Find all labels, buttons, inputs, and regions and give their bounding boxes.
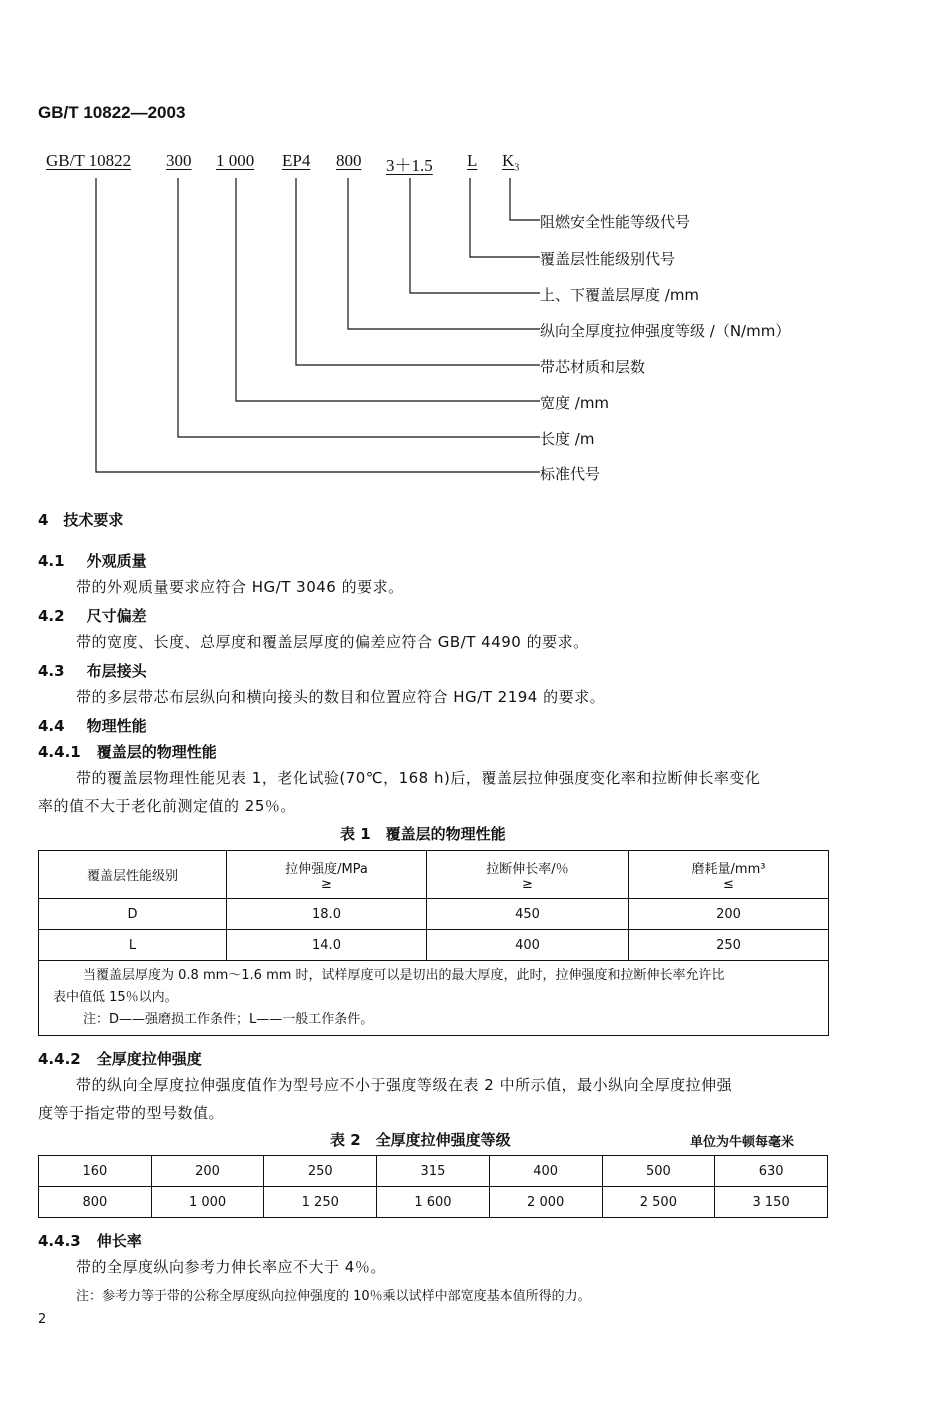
code-cover-grade: L bbox=[467, 151, 478, 170]
table2-caption: 表 2 全厚度拉伸强度等级 bbox=[330, 1131, 511, 1149]
desc-length: 长度 /m bbox=[540, 430, 595, 448]
section-4-1-text: 带的外观质量要求应符合 HG/T 3046 的要求。 bbox=[76, 578, 404, 596]
section-4-4-heading: 4.4 物理性能 bbox=[38, 717, 147, 735]
section-4-2-heading: 4.2 尺寸偏差 bbox=[38, 607, 147, 625]
table1-cell: 250 bbox=[629, 930, 829, 961]
desc-strength: 纵向全厚度拉伸强度等级 /（N/mm） bbox=[540, 322, 791, 340]
table1-note-line1: 当覆盖层厚度为 0.8 mm～1.6 mm 时，试样厚度可以是切出的最大厚度，此时，拉伸强度和拉断伸长率允许比 bbox=[83, 968, 725, 983]
code-flame-class: $K_3$ bbox=[502, 151, 520, 174]
table2-cell: 200 bbox=[151, 1156, 264, 1187]
code-strength: 800 bbox=[336, 151, 362, 170]
table1-note-line3: 注：D——强磨损工作条件；L——一般工作条件。 bbox=[83, 1012, 374, 1027]
section-4-4-1-text-line1: 带的覆盖层物理性能见表 1，老化试验(70℃，168 h)后，覆盖层拉伸强度变化率和拉断伸长率变化 bbox=[76, 769, 761, 787]
section-4-1-heading: 4.1 外观质量 bbox=[38, 552, 147, 570]
table1-cell: L bbox=[39, 930, 227, 961]
section-4-4-2-heading: 4.4.2 全厚度拉伸强度 bbox=[38, 1050, 202, 1068]
section-4-4-1-text-line2: 率的值不大于老化前测定值的 25％。 bbox=[38, 797, 296, 815]
table2-cell: 2 500 bbox=[602, 1187, 715, 1218]
table2-cell: 400 bbox=[489, 1156, 602, 1187]
section-4-4-3-heading: 4.4.3 伸长率 bbox=[38, 1232, 142, 1250]
table1-note bbox=[39, 961, 829, 1036]
code-cover-thickness: 3＋1.5 bbox=[386, 156, 433, 175]
table-row bbox=[39, 1156, 828, 1187]
table1-caption: 表 1 覆盖层的物理性能 bbox=[340, 825, 506, 843]
code-length: 300 bbox=[166, 151, 192, 170]
table1-cell: 450 bbox=[427, 899, 629, 930]
table1 bbox=[38, 850, 829, 1036]
table1-cell: 400 bbox=[427, 930, 629, 961]
section-4-4-3-note: 注：参考力等于带的公称全厚度纵向拉伸强度的 10％乘以试样中部宽度基本值所得的力。 bbox=[76, 1289, 591, 1304]
table2-cell: 160 bbox=[39, 1156, 152, 1187]
section-4-4-2-text-line1: 带的纵向全厚度拉伸强度值作为型号应不小于强度等级在表 2 中所示值，最小纵向全厚度拉伸强 bbox=[76, 1076, 733, 1094]
table1-header-abrasion: 磨耗量/mm³ ≤ bbox=[629, 851, 829, 899]
code-standard: GB/T 10822 bbox=[46, 151, 132, 170]
designation-connector-lines bbox=[0, 0, 950, 500]
table-row bbox=[39, 930, 829, 961]
table2-cell: 1 250 bbox=[264, 1187, 377, 1218]
table2-unit: 单位为牛顿每毫米 bbox=[690, 1135, 795, 1150]
desc-cover-grade: 覆盖层性能级别代号 bbox=[540, 250, 676, 268]
table2-cell: 800 bbox=[39, 1187, 152, 1218]
table2-cell: 2 000 bbox=[489, 1187, 602, 1218]
section-4-heading: 4 技术要求 bbox=[38, 511, 124, 529]
table-row bbox=[39, 899, 829, 930]
desc-width: 宽度 /mm bbox=[540, 394, 610, 412]
section-4-4-3-text: 带的全厚度纵向参考力伸长率应不大于 4％。 bbox=[76, 1258, 386, 1276]
table1-cell: D bbox=[39, 899, 227, 930]
table1-header-elongation: 拉断伸长率/％ ≥ bbox=[427, 851, 629, 899]
table1-cell: 200 bbox=[629, 899, 829, 930]
section-4-4-1-heading: 4.4.1 覆盖层的物理性能 bbox=[38, 743, 217, 761]
desc-standard: 标准代号 bbox=[540, 465, 601, 483]
table2-cell: 500 bbox=[602, 1156, 715, 1187]
table1-cell: 18.0 bbox=[227, 899, 427, 930]
table1-header-tensile: 拉伸强度/MPa ≥ bbox=[227, 851, 427, 899]
standard-number: GB/T 10822—2003 bbox=[38, 103, 186, 122]
section-4-3-text: 带的多层带芯布层纵向和横向接头的数目和位置应符合 HG/T 2194 的要求。 bbox=[76, 688, 606, 706]
table1-header-grade: 覆盖层性能级别 bbox=[39, 851, 227, 899]
table1-cell: 14.0 bbox=[227, 930, 427, 961]
code-width: 1 000 bbox=[216, 151, 255, 170]
page-number: 2 bbox=[38, 1312, 47, 1327]
table2-cell: 1 600 bbox=[377, 1187, 490, 1218]
section-4-4-2-text-line2: 度等于指定带的型号数值。 bbox=[38, 1104, 225, 1122]
desc-carcass: 带芯材质和层数 bbox=[540, 358, 646, 376]
code-carcass: EP4 bbox=[282, 151, 311, 170]
desc-flame-class: 阻燃安全性能等级代号 bbox=[540, 213, 691, 231]
table2-cell: 3 150 bbox=[715, 1187, 828, 1218]
table2-cell: 250 bbox=[264, 1156, 377, 1187]
table2-cell: 630 bbox=[715, 1156, 828, 1187]
section-4-3-heading: 4.3 布层接头 bbox=[38, 662, 147, 680]
table2-cell: 1 000 bbox=[151, 1187, 264, 1218]
table-row bbox=[39, 1187, 828, 1218]
section-4-2-text: 带的宽度、长度、总厚度和覆盖层厚度的偏差应符合 GB/T 4490 的要求。 bbox=[76, 633, 589, 651]
table2-cell: 315 bbox=[377, 1156, 490, 1187]
desc-cover-thickness: 上、下覆盖层厚度 /mm bbox=[540, 286, 700, 304]
table1-note-line2: 表中值低 15％以内。 bbox=[53, 990, 178, 1005]
table2 bbox=[38, 1155, 828, 1218]
